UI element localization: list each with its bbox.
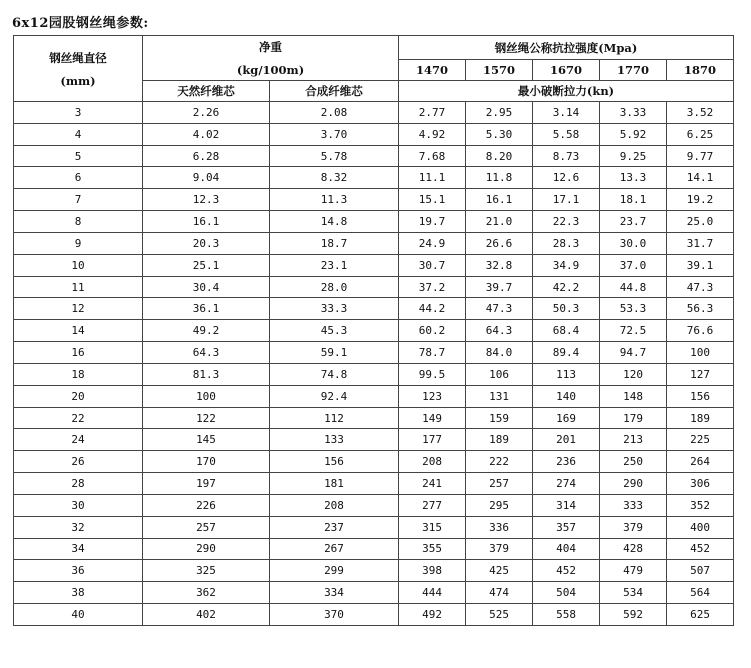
table-cell: 362 [143, 582, 270, 604]
header-weight [143, 36, 399, 81]
table-cell: 23.1 [270, 254, 399, 276]
table-row [14, 538, 734, 560]
table-row [14, 167, 734, 189]
table-cell: 22.3 [533, 211, 600, 233]
table-row [14, 385, 734, 407]
table-cell: 8 [14, 211, 143, 233]
table-cell: 89.4 [533, 342, 600, 364]
table-cell: 145 [143, 429, 270, 451]
table-cell: 149 [399, 407, 466, 429]
table-row [14, 232, 734, 254]
table-cell: 213 [600, 429, 667, 451]
table-row [14, 123, 734, 145]
table-cell: 30.0 [600, 232, 667, 254]
table-cell: 99.5 [399, 363, 466, 385]
table-cell: 2.95 [466, 102, 533, 124]
table-cell: 5.92 [600, 123, 667, 145]
table-cell: 208 [399, 451, 466, 473]
table-cell: 94.7 [600, 342, 667, 364]
table-cell: 84.0 [466, 342, 533, 364]
table-cell: 42.2 [533, 276, 600, 298]
table-cell: 68.4 [533, 320, 600, 342]
table-cell: 6.25 [667, 123, 734, 145]
table-cell: 400 [667, 516, 734, 538]
table-cell: 7.68 [399, 145, 466, 167]
table-row [14, 276, 734, 298]
table-cell: 40 [14, 604, 143, 626]
table-cell: 15.1 [399, 189, 466, 211]
table-cell: 26 [14, 451, 143, 473]
table-row [14, 451, 734, 473]
table-cell: 474 [466, 582, 533, 604]
table-cell: 9.04 [143, 167, 270, 189]
table-cell: 169 [533, 407, 600, 429]
table-cell: 315 [399, 516, 466, 538]
table-cell: 106 [466, 363, 533, 385]
table-cell: 257 [466, 473, 533, 495]
table-cell: 379 [466, 538, 533, 560]
table-cell: 32.8 [466, 254, 533, 276]
table-cell: 11.3 [270, 189, 399, 211]
table-cell: 30 [14, 494, 143, 516]
table-row [14, 494, 734, 516]
table-cell: 92.4 [270, 385, 399, 407]
table-cell: 34.9 [533, 254, 600, 276]
table-cell: 12 [14, 298, 143, 320]
table-cell: 525 [466, 604, 533, 626]
table-cell: 5.78 [270, 145, 399, 167]
table-cell: 22 [14, 407, 143, 429]
table-cell: 179 [600, 407, 667, 429]
table-cell: 19.7 [399, 211, 466, 233]
table-row [14, 320, 734, 342]
table-cell: 479 [600, 560, 667, 582]
table-cell: 25.0 [667, 211, 734, 233]
table-cell: 45.3 [270, 320, 399, 342]
table-cell: 274 [533, 473, 600, 495]
header-natural-core: 天然纤维芯 [143, 81, 270, 102]
table-cell: 20 [14, 385, 143, 407]
table-cell: 189 [466, 429, 533, 451]
page-title: 6x12园股钢丝绳参数: [12, 16, 149, 31]
table-cell: 592 [600, 604, 667, 626]
table-cell: 357 [533, 516, 600, 538]
table-cell: 3.14 [533, 102, 600, 124]
table-cell: 72.5 [600, 320, 667, 342]
table-cell: 14 [14, 320, 143, 342]
table-cell: 9 [14, 232, 143, 254]
table-cell: 50.3 [533, 298, 600, 320]
table-cell: 156 [667, 385, 734, 407]
table-cell: 6 [14, 167, 143, 189]
table-cell: 9.77 [667, 145, 734, 167]
table-cell: 127 [667, 363, 734, 385]
table-cell: 47.3 [667, 276, 734, 298]
table-cell: 170 [143, 451, 270, 473]
header-grade: 1570 [466, 60, 533, 81]
table-cell: 4.92 [399, 123, 466, 145]
table-cell: 352 [667, 494, 734, 516]
header-min-break: 最小破断拉力(kn) [399, 81, 734, 102]
table-cell: 299 [270, 560, 399, 582]
table-row [14, 473, 734, 495]
table-cell: 59.1 [270, 342, 399, 364]
table-row [14, 298, 734, 320]
table-cell: 148 [600, 385, 667, 407]
table-cell: 3.33 [600, 102, 667, 124]
table-cell: 564 [667, 582, 734, 604]
table-cell: 6.28 [143, 145, 270, 167]
table-cell: 236 [533, 451, 600, 473]
table-cell: 12.3 [143, 189, 270, 211]
table-cell: 504 [533, 582, 600, 604]
table-cell: 123 [399, 385, 466, 407]
table-cell: 156 [270, 451, 399, 473]
table-cell: 3.52 [667, 102, 734, 124]
table-cell: 2.77 [399, 102, 466, 124]
table-cell: 17.1 [533, 189, 600, 211]
table-cell: 112 [270, 407, 399, 429]
table-cell: 44.8 [600, 276, 667, 298]
table-cell: 100 [143, 385, 270, 407]
table-cell: 60.2 [399, 320, 466, 342]
table-cell: 64.3 [143, 342, 270, 364]
table-cell: 277 [399, 494, 466, 516]
header-grade: 1870 [667, 60, 734, 81]
table-cell: 2.26 [143, 102, 270, 124]
table-cell: 4.02 [143, 123, 270, 145]
table-cell: 3 [14, 102, 143, 124]
table-cell: 81.3 [143, 363, 270, 385]
table-cell: 225 [667, 429, 734, 451]
table-cell: 314 [533, 494, 600, 516]
table-cell: 28 [14, 473, 143, 495]
table-cell: 28.3 [533, 232, 600, 254]
table-cell: 336 [466, 516, 533, 538]
table-cell: 5.30 [466, 123, 533, 145]
table-cell: 23.7 [600, 211, 667, 233]
table-cell: 76.6 [667, 320, 734, 342]
table-cell: 19.2 [667, 189, 734, 211]
table-cell: 444 [399, 582, 466, 604]
table-row [14, 189, 734, 211]
table-cell: 9.25 [600, 145, 667, 167]
table-cell: 370 [270, 604, 399, 626]
table-cell: 625 [667, 604, 734, 626]
table-cell: 10 [14, 254, 143, 276]
table-cell: 159 [466, 407, 533, 429]
table-cell: 404 [533, 538, 600, 560]
table-cell: 257 [143, 516, 270, 538]
wire-rope-table [13, 35, 734, 626]
table-cell: 325 [143, 560, 270, 582]
table-cell: 33.3 [270, 298, 399, 320]
header-diameter-unit: (mm) [60, 73, 96, 88]
table-row [14, 560, 734, 582]
table-cell: 26.6 [466, 232, 533, 254]
table-cell: 267 [270, 538, 399, 560]
table-cell: 18.7 [270, 232, 399, 254]
table-cell: 56.3 [667, 298, 734, 320]
table-cell: 355 [399, 538, 466, 560]
table-cell: 37.2 [399, 276, 466, 298]
header-grade: 1670 [533, 60, 600, 81]
table-row [14, 102, 734, 124]
table-cell: 507 [667, 560, 734, 582]
table-row [14, 604, 734, 626]
table-cell: 290 [600, 473, 667, 495]
table-cell: 11.1 [399, 167, 466, 189]
table-cell: 32 [14, 516, 143, 538]
table-cell: 44.2 [399, 298, 466, 320]
table-cell: 36 [14, 560, 143, 582]
table-cell: 306 [667, 473, 734, 495]
table-cell: 49.2 [143, 320, 270, 342]
table-cell: 30.4 [143, 276, 270, 298]
table-cell: 8.73 [533, 145, 600, 167]
table-cell: 14.8 [270, 211, 399, 233]
table-cell: 4 [14, 123, 143, 145]
table-cell: 492 [399, 604, 466, 626]
header-synthetic-core: 合成纤维芯 [270, 81, 399, 102]
table-cell: 208 [270, 494, 399, 516]
table-cell: 133 [270, 429, 399, 451]
table-cell: 428 [600, 538, 667, 560]
table-cell: 16.1 [466, 189, 533, 211]
table-cell: 18 [14, 363, 143, 385]
table-cell: 14.1 [667, 167, 734, 189]
table-cell: 226 [143, 494, 270, 516]
table-cell: 53.3 [600, 298, 667, 320]
table-cell: 13.3 [600, 167, 667, 189]
table-cell: 78.7 [399, 342, 466, 364]
table-cell: 24.9 [399, 232, 466, 254]
table-cell: 5 [14, 145, 143, 167]
table-cell: 39.7 [466, 276, 533, 298]
header-grade: 1770 [600, 60, 667, 81]
table-cell: 558 [533, 604, 600, 626]
table-cell: 398 [399, 560, 466, 582]
table-cell: 100 [667, 342, 734, 364]
table-cell: 189 [667, 407, 734, 429]
table-cell: 47.3 [466, 298, 533, 320]
table-cell: 36.1 [143, 298, 270, 320]
header-diameter [14, 36, 143, 102]
table-cell: 16.1 [143, 211, 270, 233]
table-cell: 140 [533, 385, 600, 407]
table-row [14, 342, 734, 364]
table-cell: 122 [143, 407, 270, 429]
table-cell: 177 [399, 429, 466, 451]
table-row [14, 363, 734, 385]
table-cell: 452 [533, 560, 600, 582]
table-cell: 295 [466, 494, 533, 516]
table-cell: 197 [143, 473, 270, 495]
table-cell: 131 [466, 385, 533, 407]
table-cell: 241 [399, 473, 466, 495]
header-strength: 钢丝绳公称抗拉强度(Mpa) [399, 36, 734, 60]
table-cell: 534 [600, 582, 667, 604]
table-cell: 3.70 [270, 123, 399, 145]
table-cell: 12.6 [533, 167, 600, 189]
header-weight-unit: (kg/100m) [236, 63, 305, 77]
table-row [14, 407, 734, 429]
table-body [14, 102, 734, 626]
table-cell: 21.0 [466, 211, 533, 233]
table-cell: 74.8 [270, 363, 399, 385]
table-cell: 37.0 [600, 254, 667, 276]
table-cell: 120 [600, 363, 667, 385]
table-cell: 333 [600, 494, 667, 516]
table-cell: 7 [14, 189, 143, 211]
table-cell: 290 [143, 538, 270, 560]
table-row [14, 516, 734, 538]
table-cell: 25.1 [143, 254, 270, 276]
table-cell: 31.7 [667, 232, 734, 254]
table-cell: 64.3 [466, 320, 533, 342]
table-cell: 402 [143, 604, 270, 626]
table-cell: 264 [667, 451, 734, 473]
header-grade: 1470 [399, 60, 466, 81]
table-cell: 379 [600, 516, 667, 538]
table-cell: 20.3 [143, 232, 270, 254]
table-cell: 425 [466, 560, 533, 582]
table-cell: 39.1 [667, 254, 734, 276]
table-cell: 8.20 [466, 145, 533, 167]
table-cell: 28.0 [270, 276, 399, 298]
table-cell: 38 [14, 582, 143, 604]
table-row [14, 254, 734, 276]
table-cell: 5.58 [533, 123, 600, 145]
table-cell: 181 [270, 473, 399, 495]
table-cell: 452 [667, 538, 734, 560]
table-cell: 18.1 [600, 189, 667, 211]
table-cell: 16 [14, 342, 143, 364]
table-cell: 250 [600, 451, 667, 473]
table-row [14, 429, 734, 451]
table-cell: 2.08 [270, 102, 399, 124]
table-cell: 237 [270, 516, 399, 538]
header-weight-label: 净重 [259, 40, 282, 54]
table-cell: 222 [466, 451, 533, 473]
table-row [14, 145, 734, 167]
table-cell: 113 [533, 363, 600, 385]
table-cell: 24 [14, 429, 143, 451]
table-row [14, 211, 734, 233]
table-cell: 8.32 [270, 167, 399, 189]
table-row [14, 582, 734, 604]
table-cell: 11 [14, 276, 143, 298]
table-cell: 34 [14, 538, 143, 560]
table-cell: 334 [270, 582, 399, 604]
table-cell: 201 [533, 429, 600, 451]
header-diameter-label: 钢丝绳直径 [49, 50, 107, 65]
table-cell: 30.7 [399, 254, 466, 276]
table-cell: 11.8 [466, 167, 533, 189]
